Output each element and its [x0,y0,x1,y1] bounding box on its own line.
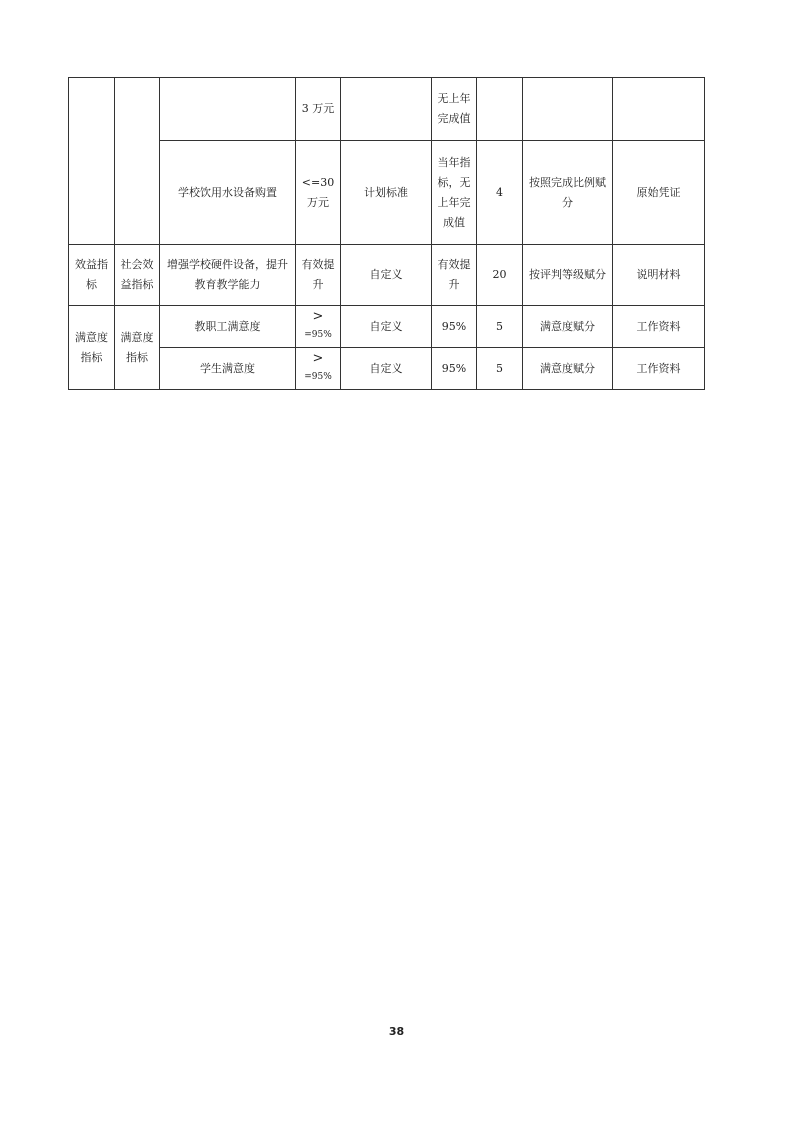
standard-cell: 自定义 [341,245,432,306]
indicator-name-cell [160,78,296,141]
standard-cell: 自定义 [341,348,432,390]
scoring-method-cell: 满意度赋分 [523,306,613,348]
indicator-name-cell: 教职工满意度 [160,306,296,348]
indicator-name-cell: 增强学校硬件设备，提升教育教学能力 [160,245,296,306]
weight-cell: 5 [477,306,523,348]
greater-than-symbol: > [312,308,324,324]
table-row [69,348,705,390]
performance-indicator-table [68,77,705,390]
table-row [69,141,705,245]
scoring-method-cell: 按照完成比例赋分 [523,141,613,245]
target-value-cell [296,348,341,390]
evidence-cell [613,78,705,141]
table-row [69,78,705,141]
target-value-number: =95% [304,329,332,340]
evidence-cell: 工作资料 [613,306,705,348]
level2-cell: 社会效益指标 [115,245,160,306]
standard-cell: 计划标准 [341,141,432,245]
scoring-method-cell [523,78,613,141]
weight-cell [477,78,523,141]
table-row [69,306,705,348]
weight-cell: 20 [477,245,523,306]
target-value-cell: <=30 万元 [296,141,341,245]
target-value-cell: 3 万元 [296,78,341,141]
evidence-cell: 工作资料 [613,348,705,390]
level1-cell: 满意度指标 [69,306,115,390]
page-number: 38 [388,1025,405,1038]
evidence-cell: 原始凭证 [613,141,705,245]
indicator-name-cell: 学生满意度 [160,348,296,390]
indicator-name-cell: 学校饮用水设备购置 [160,141,296,245]
level2-cell: 满意度指标 [115,306,160,390]
scoring-method-cell: 按评判等级赋分 [523,245,613,306]
standard-cell: 自定义 [341,306,432,348]
target-value-cell: 有效提升 [296,245,341,306]
target-value-cell [296,306,341,348]
level1-cell: 效益指标 [69,245,115,306]
basis-cell: 当年指标，无上年完成值 [432,141,477,245]
greater-than-symbol: > [312,350,324,366]
basis-cell: 95% [432,306,477,348]
table-row [69,245,705,306]
weight-cell: 4 [477,141,523,245]
weight-cell: 5 [477,348,523,390]
target-value-number: =95% [304,371,332,382]
scoring-method-cell: 满意度赋分 [523,348,613,390]
basis-cell: 95% [432,348,477,390]
level1-cell [69,78,115,245]
basis-cell: 无上年完成值 [432,78,477,141]
basis-cell: 有效提升 [432,245,477,306]
level2-cell [115,78,160,245]
standard-cell [341,78,432,141]
evidence-cell: 说明材料 [613,245,705,306]
